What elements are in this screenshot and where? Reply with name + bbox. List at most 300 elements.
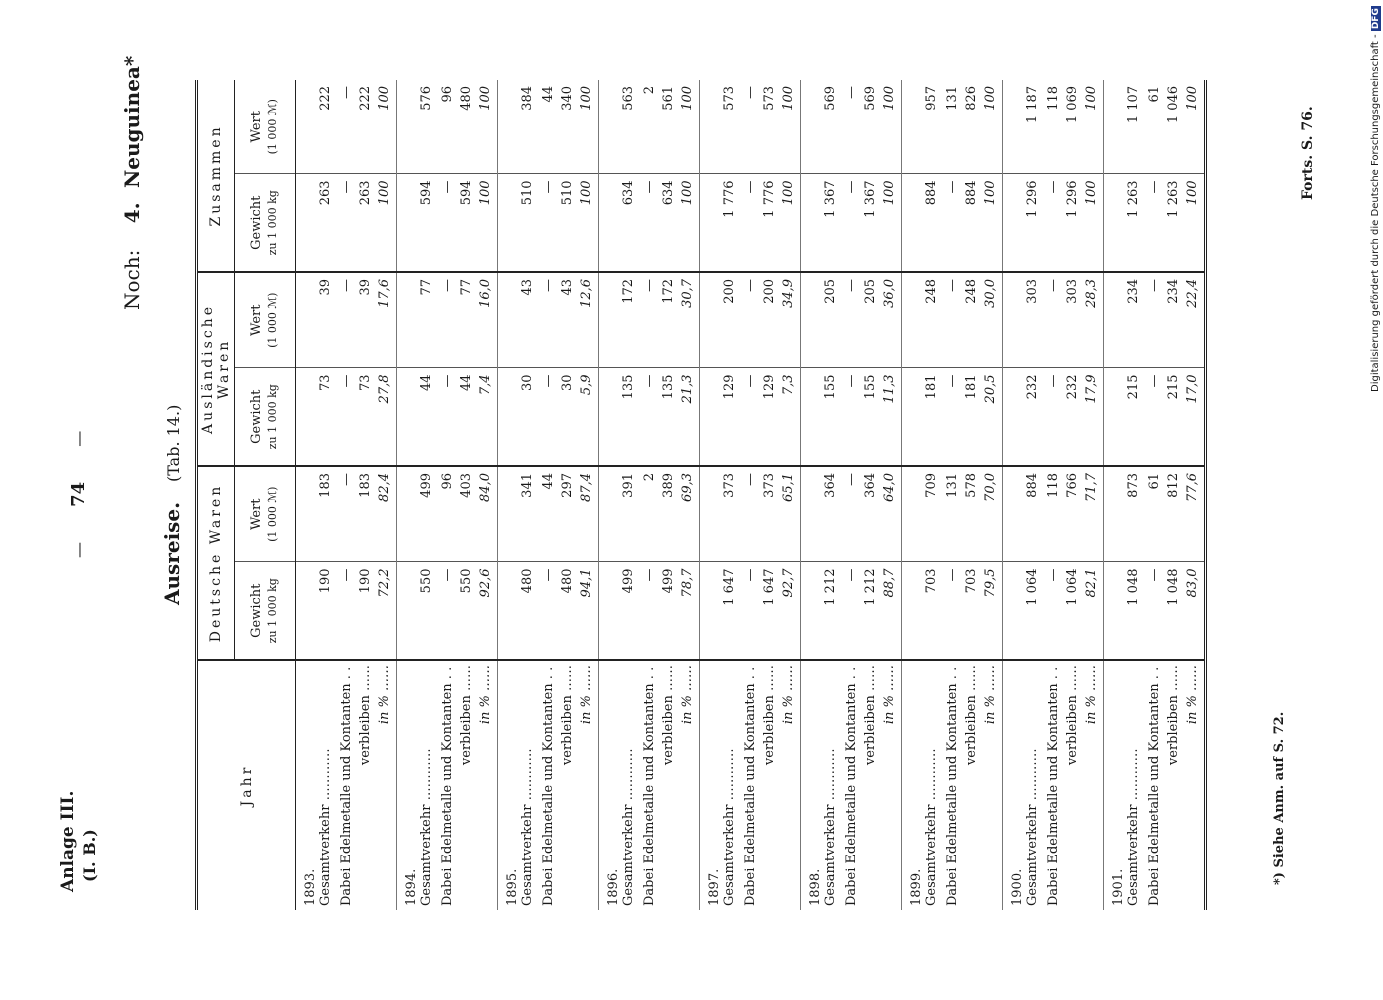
table-cell: — <box>743 85 758 99</box>
table-cell: 155 <box>863 368 882 466</box>
row-label: verbleiben …… <box>1065 660 1084 910</box>
empty-cell <box>599 272 622 368</box>
empty-cell <box>498 368 521 466</box>
table-cell: 100 <box>882 80 902 174</box>
row-label: in % …… <box>1185 660 1206 910</box>
empty-cell <box>498 80 521 174</box>
table-cell: 39 <box>358 272 377 368</box>
subheader-gewicht <box>235 174 296 272</box>
table-cell: 100 <box>983 80 1003 174</box>
table-cell: — <box>642 272 661 368</box>
table-cell: 391 <box>621 466 642 562</box>
table-cell: — <box>541 272 560 368</box>
table-cell: — <box>339 174 358 272</box>
page-number-row <box>68 431 89 558</box>
year-label: 1899. <box>902 660 925 910</box>
year-row <box>1003 80 1026 910</box>
table-cell: — <box>440 272 459 368</box>
region-name: Neuguinea* <box>120 55 144 189</box>
table-cell: 205 <box>863 272 882 368</box>
empty-cell <box>1104 368 1127 466</box>
table-cell: 957 <box>924 85 939 111</box>
row-edelmetalle <box>642 80 661 910</box>
table-cell: — <box>339 466 358 562</box>
empty-cell <box>498 174 521 272</box>
table-cell: 100 <box>478 174 498 272</box>
column-header-jahr: Jahr <box>197 660 296 910</box>
empty-cell <box>1104 174 1127 272</box>
row-label: Gesamtverkehr ………… <box>621 660 642 910</box>
row-prozent <box>680 80 700 910</box>
row-label: Dabei Edelmetalle und Kontanten . . <box>642 660 661 910</box>
table-cell: 100 <box>579 174 599 272</box>
table-cell: 92,6 <box>478 562 498 660</box>
table-cell: — <box>945 272 964 368</box>
table-cell: 364 <box>823 466 844 562</box>
empty-cell <box>599 174 622 272</box>
table-cell: 884 <box>1025 466 1046 562</box>
table-cell: — <box>1147 562 1166 660</box>
table-cell: — <box>945 368 964 466</box>
table-cell: 78,7 <box>680 562 700 660</box>
table-cell: 222 <box>318 85 333 111</box>
table-cell: 594 <box>419 174 440 272</box>
table-cell: 303 <box>1065 272 1084 368</box>
empty-cell <box>801 272 824 368</box>
anlage-label: Anlage III. <box>58 790 78 892</box>
row-gesamtverkehr <box>1025 80 1046 910</box>
table-cell: 480 <box>459 85 474 111</box>
table-cell: 215 <box>1126 368 1147 466</box>
table-cell: 1 296 <box>1065 174 1084 272</box>
row-edelmetalle <box>339 80 358 910</box>
table-cell: — <box>743 272 762 368</box>
table-cell: 215 <box>1166 368 1185 466</box>
empty-cell <box>498 272 521 368</box>
empty-cell <box>1003 368 1026 466</box>
table-cell: 61 <box>1147 466 1166 562</box>
table-cell: 94,1 <box>579 562 599 660</box>
row-label: verbleiben …… <box>762 660 781 910</box>
empty-cell <box>296 272 319 368</box>
row-prozent <box>983 80 1003 910</box>
dfg-credit-row <box>1370 6 1381 392</box>
empty-cell <box>296 80 319 174</box>
empty-cell <box>1003 272 1026 368</box>
row-label: in % …… <box>377 660 397 910</box>
row-gesamtverkehr <box>318 80 339 910</box>
table-cell: 573 <box>722 85 737 111</box>
table-cell: — <box>844 272 863 368</box>
row-label: Gesamtverkehr ………… <box>419 660 440 910</box>
table-cell: 389 <box>661 466 680 562</box>
row-label: in % …… <box>983 660 1003 910</box>
table-cell: — <box>642 562 661 660</box>
row-verbleiben <box>964 80 983 910</box>
empty-cell <box>801 174 824 272</box>
row-edelmetalle <box>945 80 964 910</box>
row-label: Gesamtverkehr ………… <box>1025 660 1046 910</box>
table-cell: 44 <box>541 85 556 103</box>
table-cell: 205 <box>823 272 844 368</box>
row-label: verbleiben …… <box>1166 660 1185 910</box>
table-cell: 373 <box>722 466 743 562</box>
table-cell: 1 776 <box>762 174 781 272</box>
table-cell: 77 <box>459 272 478 368</box>
tab-reference: (Tab. 14.) <box>164 404 183 482</box>
table-cell: — <box>844 466 863 562</box>
row-edelmetalle <box>743 80 762 910</box>
table-cell: 1 064 <box>1065 562 1084 660</box>
table-cell: 480 <box>560 562 579 660</box>
table-cell: 21,3 <box>680 368 700 466</box>
table-cell: 131 <box>945 466 964 562</box>
table-cell: 341 <box>520 466 541 562</box>
year-row <box>902 80 925 910</box>
table-cell: 1 048 <box>1126 562 1147 660</box>
table-cell: 499 <box>419 466 440 562</box>
year-label: 1900. <box>1003 660 1026 910</box>
table-cell: 183 <box>358 466 377 562</box>
table-cell: 100 <box>1084 80 1104 174</box>
table-cell: — <box>440 562 459 660</box>
table-cell: 297 <box>560 466 579 562</box>
subheader-gewicht-unit: zu 1 000 kg <box>266 578 279 644</box>
row-label: in % …… <box>882 660 902 910</box>
table-cell: 17,0 <box>1185 368 1206 466</box>
table-cell: — <box>1046 368 1065 466</box>
table-cell: 200 <box>722 272 743 368</box>
table-cell: 135 <box>621 368 642 466</box>
table-cell: 703 <box>924 562 945 660</box>
empty-cell <box>902 174 925 272</box>
table-cell: 77,6 <box>1185 466 1206 562</box>
table-cell: 709 <box>924 466 945 562</box>
table-cell: 248 <box>924 272 945 368</box>
subheader-wert-unit: (1 000 ℳ) <box>266 292 279 348</box>
empty-cell <box>700 562 723 660</box>
subheader-gewicht-label: Gewicht <box>249 195 264 250</box>
row-verbleiben <box>762 80 781 910</box>
row-label: verbleiben …… <box>560 660 579 910</box>
row-edelmetalle <box>1046 80 1065 910</box>
table-cell: 1 212 <box>863 562 882 660</box>
empty-cell <box>599 466 622 562</box>
row-label: in % …… <box>579 660 599 910</box>
table-cell: — <box>541 562 560 660</box>
table-cell: 263 <box>318 174 339 272</box>
table-cell: — <box>339 562 358 660</box>
table-cell: 30 <box>520 368 541 466</box>
table-cell: 384 <box>520 85 535 111</box>
row-label: Dabei Edelmetalle und Kontanten . . <box>743 660 762 910</box>
group-header-zusammen: Zusammen <box>197 80 235 272</box>
year-label: 1897. <box>700 660 723 910</box>
table-cell: 88,7 <box>882 562 902 660</box>
table-cell: 100 <box>377 174 397 272</box>
table-cell: — <box>844 85 859 99</box>
row-label: Dabei Edelmetalle und Kontanten . . <box>844 660 863 910</box>
table-cell: 100 <box>478 80 498 174</box>
row-label: Dabei Edelmetalle und Kontanten . . <box>1147 660 1166 910</box>
empty-cell <box>1003 562 1026 660</box>
row-label: Gesamtverkehr ………… <box>520 660 541 910</box>
table-cell: 64,0 <box>882 466 902 562</box>
table-cell: 27,8 <box>377 368 397 466</box>
noch-label: Noch: <box>120 249 144 310</box>
table-cell: 1 064 <box>1025 562 1046 660</box>
table-cell: 43 <box>520 272 541 368</box>
empty-cell <box>1003 80 1026 174</box>
table-cell: 340 <box>560 85 575 111</box>
table-cell: 812 <box>1166 466 1185 562</box>
table-cell: 232 <box>1025 368 1046 466</box>
table-cell: 30 <box>560 368 579 466</box>
table-cell: 69,3 <box>680 466 700 562</box>
subheader-gewicht <box>235 562 296 660</box>
table-cell: 200 <box>762 272 781 368</box>
table-cell: 190 <box>358 562 377 660</box>
empty-cell <box>700 272 723 368</box>
table-body <box>296 80 1206 910</box>
table-cell: 634 <box>621 174 642 272</box>
table-cell: — <box>1046 272 1065 368</box>
row-gesamtverkehr <box>924 80 945 910</box>
table-cell: 70,0 <box>983 466 1003 562</box>
noch-heading <box>120 56 144 310</box>
year-row <box>700 80 723 910</box>
subheader-gewicht-label: Gewicht <box>249 583 264 638</box>
subheader-wert-unit: (1 000 ℳ) <box>266 486 279 542</box>
table-cell: 1 048 <box>1166 562 1185 660</box>
subheader-wert-unit: (1 000 ℳ) <box>266 99 279 155</box>
row-verbleiben <box>358 80 377 910</box>
table-cell: 82,4 <box>377 466 397 562</box>
empty-cell <box>1104 272 1127 368</box>
row-label: in % …… <box>1084 660 1104 910</box>
footnote: *) Siehe Anm. auf S. 72. <box>1272 711 1287 885</box>
year-row <box>296 80 319 910</box>
subheader-wert <box>235 80 296 174</box>
empty-cell <box>599 80 622 174</box>
dfg-credit-text: Digitalisierung gefördert durch die Deutsche Forschungsgemeinschaft - <box>1370 34 1381 392</box>
group-header-deutsche: Deutsche Waren <box>197 466 235 660</box>
year-label: 1898. <box>801 660 824 910</box>
table-cell: 17,6 <box>377 272 397 368</box>
table-cell: 65,1 <box>781 466 801 562</box>
table-cell: — <box>844 562 863 660</box>
table-cell: 11,3 <box>882 368 902 466</box>
row-verbleiben <box>1065 80 1084 910</box>
table-cell: 100 <box>1185 174 1206 272</box>
table-cell: 84,0 <box>478 466 498 562</box>
table-cell: 190 <box>318 562 339 660</box>
row-gesamtverkehr <box>520 80 541 910</box>
table-cell: 703 <box>964 562 983 660</box>
row-label: Gesamtverkehr ………… <box>1126 660 1147 910</box>
row-label: Dabei Edelmetalle und Kontanten . . <box>440 660 459 910</box>
year-row <box>1104 80 1127 910</box>
empty-cell <box>902 562 925 660</box>
row-gesamtverkehr <box>419 80 440 910</box>
table-cell: 17,9 <box>1084 368 1104 466</box>
table-cell: 569 <box>863 85 878 111</box>
page-footer <box>1260 0 1360 1000</box>
table-cell: — <box>541 368 560 466</box>
empty-cell <box>1003 466 1026 562</box>
table-cell: 28,3 <box>1084 272 1104 368</box>
table-cell: 30,0 <box>983 272 1003 368</box>
row-verbleiben <box>863 80 882 910</box>
row-label: in % …… <box>781 660 801 910</box>
table-cell: — <box>743 466 762 562</box>
empty-cell <box>700 466 723 562</box>
table-cell: 100 <box>1185 85 1200 111</box>
empty-cell <box>1003 174 1026 272</box>
row-label: Dabei Edelmetalle und Kontanten . . <box>1046 660 1065 910</box>
table-cell: 1 187 <box>1025 85 1040 124</box>
table-cell: 576 <box>419 85 434 111</box>
table-cell: — <box>642 368 661 466</box>
table-cell: 100 <box>680 80 700 174</box>
table-cell: 61 <box>1147 85 1162 103</box>
table-cell: — <box>743 368 762 466</box>
dfg-credit <box>1368 0 1383 1000</box>
table-cell: 1 647 <box>762 562 781 660</box>
table-cell: 248 <box>964 272 983 368</box>
subheader-wert-label: Wert <box>249 304 264 336</box>
table-cell: 172 <box>621 272 642 368</box>
table-cell: 39 <box>318 272 339 368</box>
table-cell: 73 <box>318 368 339 466</box>
year-row <box>801 80 824 910</box>
table-cell: 510 <box>560 174 579 272</box>
table-cell: 100 <box>1084 174 1104 272</box>
row-edelmetalle <box>440 80 459 910</box>
row-verbleiben <box>560 80 579 910</box>
table-cell: 118 <box>1046 466 1065 562</box>
empty-cell <box>1104 80 1127 174</box>
empty-cell <box>1104 466 1127 562</box>
table-cell: 129 <box>762 368 781 466</box>
table-cell: 100 <box>781 80 801 174</box>
row-gesamtverkehr <box>823 80 844 910</box>
table-cell: 550 <box>419 562 440 660</box>
row-label: verbleiben …… <box>964 660 983 910</box>
row-label: verbleiben …… <box>661 660 680 910</box>
table-cell: — <box>743 562 762 660</box>
empty-cell <box>902 368 925 466</box>
table-cell: — <box>1147 174 1166 272</box>
table-cell: — <box>743 174 762 272</box>
row-prozent <box>1185 80 1206 910</box>
table-cell: 7,4 <box>478 368 498 466</box>
dfg-logo: DFG <box>1371 8 1381 30</box>
dash-right: — <box>69 430 88 447</box>
row-prozent <box>377 80 397 910</box>
row-prozent <box>781 80 801 910</box>
anlage-sublabel: (I. B.) <box>80 829 99 882</box>
table-cell: 131 <box>945 85 960 111</box>
row-label: in % …… <box>680 660 700 910</box>
dash-left: — <box>69 542 88 558</box>
empty-cell <box>801 562 824 660</box>
table-cell: 373 <box>762 466 781 562</box>
empty-cell <box>296 174 319 272</box>
table-cell: 499 <box>621 562 642 660</box>
table-cell: 20,5 <box>983 368 1003 466</box>
table-cell: 578 <box>964 466 983 562</box>
subheader-wert <box>235 272 296 368</box>
table-cell: 183 <box>318 466 339 562</box>
row-prozent <box>882 80 902 910</box>
table-cell: 16,0 <box>478 272 498 368</box>
table-cell: 1 046 <box>1166 85 1181 124</box>
table-cell: — <box>1147 368 1166 466</box>
empty-cell <box>296 466 319 562</box>
table-cell: 573 <box>762 85 777 111</box>
empty-cell <box>498 562 521 660</box>
table-cell: 1 296 <box>1025 174 1046 272</box>
table-cell: 34,9 <box>781 272 801 368</box>
table-cell: 100 <box>680 174 700 272</box>
table-cell: 181 <box>924 368 945 466</box>
table-cell: 1 263 <box>1126 174 1147 272</box>
row-label: verbleiben …… <box>358 660 377 910</box>
table-cell: — <box>1046 174 1065 272</box>
table-cell: 100 <box>579 80 599 174</box>
table-cell: 563 <box>621 85 636 111</box>
group-header-auslaendische: Ausländische Waren <box>197 272 235 466</box>
empty-cell <box>1104 562 1127 660</box>
table-cell: 172 <box>661 272 680 368</box>
subheader-gewicht-unit: zu 1 000 kg <box>266 384 279 450</box>
table-cell: 232 <box>1065 368 1084 466</box>
table-cell: 766 <box>1065 466 1084 562</box>
subheader-gewicht-unit: zu 1 000 kg <box>266 190 279 256</box>
table-cell: 873 <box>1126 466 1147 562</box>
table-cell: — <box>339 272 358 368</box>
table-cell: — <box>1147 272 1166 368</box>
table-cell: 884 <box>924 174 945 272</box>
row-verbleiben <box>1166 80 1185 910</box>
table-cell: 1 776 <box>722 174 743 272</box>
row-label: Dabei Edelmetalle und Kontanten . . <box>945 660 964 910</box>
table-cell: 36,0 <box>882 272 902 368</box>
table-cell: 73 <box>358 368 377 466</box>
year-row <box>397 80 420 910</box>
empty-cell <box>599 368 622 466</box>
table-cell: 7,3 <box>781 368 801 466</box>
table-cell: 155 <box>823 368 844 466</box>
table-cell: 100 <box>983 174 1003 272</box>
row-edelmetalle <box>541 80 560 910</box>
table-cell: 82,1 <box>1084 562 1104 660</box>
row-prozent <box>478 80 498 910</box>
year-label: 1896. <box>599 660 622 910</box>
row-gesamtverkehr <box>621 80 642 910</box>
subheader-gewicht <box>235 368 296 466</box>
table-cell: — <box>844 368 863 466</box>
year-row <box>498 80 521 910</box>
row-label: Gesamtverkehr ………… <box>318 660 339 910</box>
subheader-gewicht-label: Gewicht <box>249 389 264 444</box>
year-row <box>599 80 622 910</box>
empty-cell <box>801 466 824 562</box>
table-cell: 499 <box>661 562 680 660</box>
table-cell: 96 <box>440 85 455 103</box>
table-cell: 1 263 <box>1166 174 1185 272</box>
